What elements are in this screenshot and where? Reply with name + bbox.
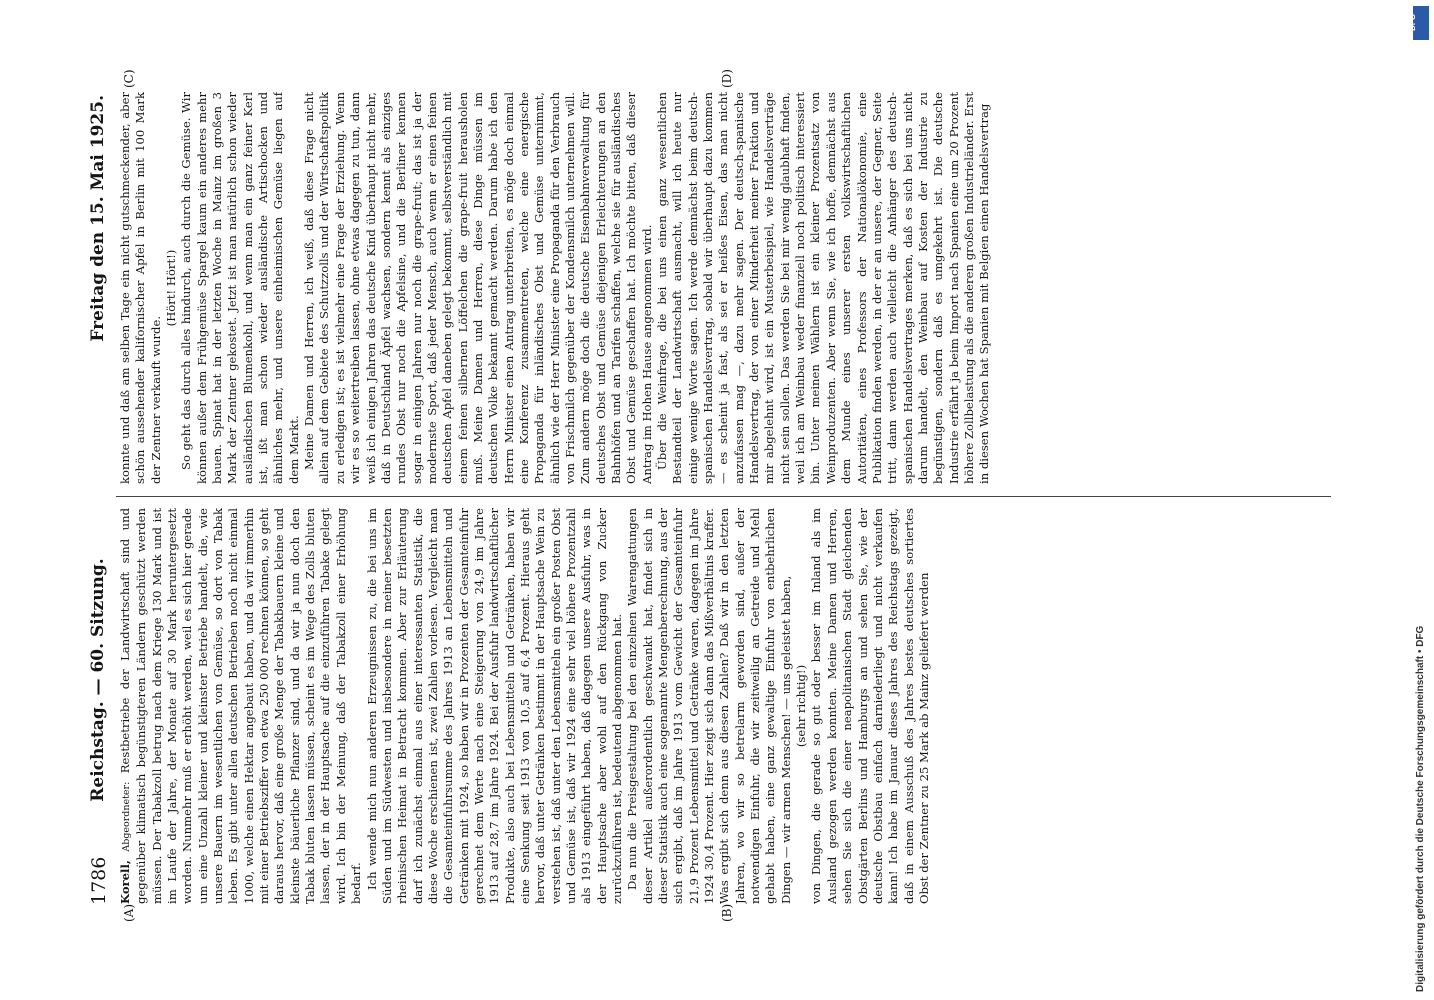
credit-text: Digitalisierung gefördert durch die Deutsche Forschungsgemeinschaft • DFG	[1415, 625, 1426, 992]
speaker-name: Korell,	[118, 860, 132, 904]
paragraph	[118, 508, 365, 904]
left-column	[118, 508, 1328, 904]
paragraph-text: Restbetriebe der Landwirtschaft sind und gegenüber klimatisch begünstigteren Ländern geschützt werden müssen. Der Tabakzoll betrug nach dem Kriege 130 Mark und ist im Laufe der Jahre, der Monate auf 30 Mark heruntergesetzt worden. Nunmehr muß er erhöht werden, weil es sich hier gerade um eine Unzahl kleiner und kleinster Betriebe handelt, die, wie unsere Bauern im wesentlichen von Gemüse, so dort von Tabak leben. Es gibt unter allen deutschen Betrieben noch nicht einmal 1000, welche einen Hektar angebaut haben, und da wir immerhin mit einer Betriebsziffer von etwa 250 000 rechnen können, so geht daraus hervor, daß eine große Menge der Tabakbauern kleine und kleinste bäuerliche Pflanzer sind, und da wir ja nun doch den Tabak bluten lassen müssen, scheint es im Wege des Zolls bluten lassen, der in der Hauptsache auf die einzuführen Tabake gelegt wird. Ich bin der Meinung, daß der Tabakzoll einer Erhöhung bedarf.	[118, 508, 364, 904]
paragraph: konnte und daß am selben Tage ein nicht gutschmeckender, aber schön aussehender kalifornischer Apfel in Berlin mit 100 Mark der Zentner verkauft wurde.	[118, 92, 163, 484]
margin-marker-d: (D)	[720, 69, 734, 88]
paragraph: Da nun die Preisgestaltung bei den einzelnen Warengattungen dieser Artikel außerordentlich geschwankt hat, findet sich in dieser Statistik auch eine sogenannte Mengenberechnung, aus der sich ergibt, daß im Jahre 1913 vom Gewicht der Gesamteinfuhr 21,9 Prozent Lebensmittel und Getränke waren, dagegen im Jahre 1924 30,4 Prozent. Hier zeigt sich dann das Mißverhältnis kraffer. Was ergibt sich denn aus diesen Zahlen? Daß wir in den letzten Jahren, wo wir so betrelarm geworden sind, außer der notwendigen Einfuhr, die wir zeitweilig an Getreide und Mehl gehabt haben, eine ganz gewaltige Einfuhr von entbehrlichen Dingen — wir armen Menschen! — uns geleistet haben,	[625, 508, 793, 904]
paragraph: von Dingen, die gerade so gut oder besser im Inland als im Ausland gezogen werden konnten. Meine Damen und Herren, sehen Sie sich die einer neapolitanischen Stadt gleichenden Obstgärten Berlins und Hamburgs an und sehen Sie, wie der deutsche Obstbau einfach darniederliegt und nicht verkaufen kann! Ich habe im Januar dieses Jahres des Reichstags gezeigt, daß in einem Ausschuß des Jahres bestes deutsches sortiertes Obst der Zentner zu 25 Mark ab Mainz geliefert werden	[809, 508, 931, 904]
margin-marker-c: (C)	[122, 69, 136, 88]
paragraph: Meine Damen und Herren, ich weiß, daß diese Frage nicht allein auf dem Gebiete des Schutzzolls und der Wirtschaftspolitik zu erledigen ist; es ist vielmehr eine Frage der Erziehung. Wenn wir es so weitertreiben lassen, ohne etwas dagegen zu tun, dann weiß ich einigen Jahren das deutsche Kind überhaupt nicht mehr, daß in Deutschland Äpfel wachsen, sondern kennt als einziges rundes Obst nur noch die Apfelsine, und die Berliner kennen sogar in einigen Jahren nur noch die grape-fruit; das ist ja der modernste Sport, daß jeder Mensch, auch wenn er einen feinen deutschen Apfel daneben gelegt bekommt, selbstverständlich mit einem feinen silbernen Löffelchen die grape-fruit herausholen muß. Meine Damen und Herren, diese Dinge müssen im deutschen Volke bekannt gemacht werden. Darum habe ich den Herrn Minister einen Antrag unterbreiten, es möge doch einmal eine Konferenz zusammentreten, welche eine energische Propaganda für inländisches Obst und Gemüse unternimmt, ähnlich wie der Herr Minister eine Propaganda für den Verbrauch von Frischmilch gegenüber der Kondensmilch unternehmen will. Zum andern möge doch die deutsche Eisenbahnverwaltung für deutsches Obst und Gemüse diejenigen Erleichterungen an den Bahnhöfen und an Tarifen schaffen, welche sie für ausländisches Obst und Gemüse geschaffen hat. Ich möchte bitten, daß dieser Antrag im Hohen Hause angenommen wird.	[302, 92, 654, 484]
paragraph: Ich wende mich nun anderen Erzeugnissen zu, die bei uns im Süden und im Südwesten und insbesondere in meiner besetzten rheinischen Heimat in Betracht kommen. Aber zur Erläuterung darf ich zunächst einmal aus einer interessanten Statistik, die diese Woche erschienen ist, zwei Zahlen vorlesen. Vergleicht man die Gesamteinfuhrsumme des Jahres 1913 an Lebensmitteln und Getränken mit 1924, so haben wir in Prozenten der Gesamteinfuhr gerechnet dem Werte nach eine Steigerung von 24,9 im Jahre 1913 auf 28,7 im Jahre 1924. Bei der Ausfuhr landwirtschaftlicher Produkte, also auch bei Lebensmitteln und Getränken, haben wir eine Senkung seit 1913 von 10,5 auf 6,4 Prozent. Hieraus geht hervor, daß unter Getränken bestimmt in der Hauptsache Wein zu verstehen ist, daß unter den Lebensmitteln ein großer Posten Obst und Gemüse ist, daß wir 1924 eine sehr viel höhere Prozentzahl als 1913 eingeführt haben, daß dagegen unsere Ausfuhr, was in der Hauptsache aber wohl auf den Rückgang von Zucker zurückzuführen ist, bedeutend abgenommen hat.	[364, 508, 624, 904]
paragraph: So geht das durch alles hindurch, auch durch die Gemüse. Wir können außer dem Frühgemüse Spargel kaum ein anderes mehr bauen. Spinat hat in der letzten Woche in Mainz im großen 3 Mark der Zentner gekostet. Jetzt ist man natürlich schon wieder ausländischen Blumenkohl, und wenn man ein ganz feiner Kerl ist, ißt man schon wieder ausländische Artischocken und ähnliches mehr, und unsere einheimischen Gemüse liegen auf dem Markt.	[179, 92, 301, 484]
column-divider	[116, 496, 1331, 497]
logo-text: DFG	[1407, 14, 1417, 31]
right-column	[118, 92, 1328, 484]
session-title: Reichstag. — 60. Sitzung.	[88, 558, 108, 802]
dfg-logo	[1407, 6, 1429, 40]
speaker-role: Abgeordneter:	[121, 781, 132, 852]
margin-marker-b: (B)	[720, 903, 734, 922]
page-number: 1786	[88, 856, 110, 905]
margin-marker-a: (A)	[122, 903, 136, 922]
session-date: Freitag den 15. Mai 1925.	[88, 95, 108, 342]
digitization-credit	[1412, 8, 1430, 992]
interjection: (Hört! Hört!)	[164, 249, 179, 327]
interjection: (sehr richtig!)	[794, 664, 809, 748]
paragraph: Über die Weinfrage, die bei uns einen ganz wesentlichen Bestandteil der Landwirtschaft ausmacht, will ich heute nur einige wenige Worte sagen. Ich werde demnächst beim deutsch-spanischen Handelsvertrag, sobald wir überhaupt dazu kommen — es scheint ja fast, als sei er heißes Eisen, das man nicht anzufassen mag —, dazu mehr sagen. Der deutsch-spanische Handelsvertrag, der von einer Minderheit meiner Fraktion und mir abgelehnt wird, ist ein Musterbeispiel, wie Handelsverträge nicht sein sollen. Das werden Sie bei mir wenig glaubhaft finden, weil ich am Weinbau weder finanziell noch politisch interessiert bin. Unter meinen Wählern ist ein kleiner Prozentsatz von Weinproduzenten. Aber wenn Sie, wie ich hoffe, demnächst aus dem Munde eines unserer ersten volkswirtschaftlichen Autoritäten, eines Professors der Nationalökonomie, eine Publikation finden werden, in der er an unsere, der Gegner, Seite tritt, dann werden auch vielleicht die Anhänger des deutsch-spanischen Handelsvertrages merken, daß es sich bei uns nicht darum handelt, den Weinbau auf Kosten der Industrie zu begünstigen, sondern daß es umgekehrt ist. Die deutsche Industrie erfährt ja beim Import nach Spanien eine um 20 Prozent höhere Zollbelastung als die anderen großen Industrieländer. Erst in diesen Wochen hat Spanien mit Belgien einen Handelsvertrag	[655, 92, 992, 484]
